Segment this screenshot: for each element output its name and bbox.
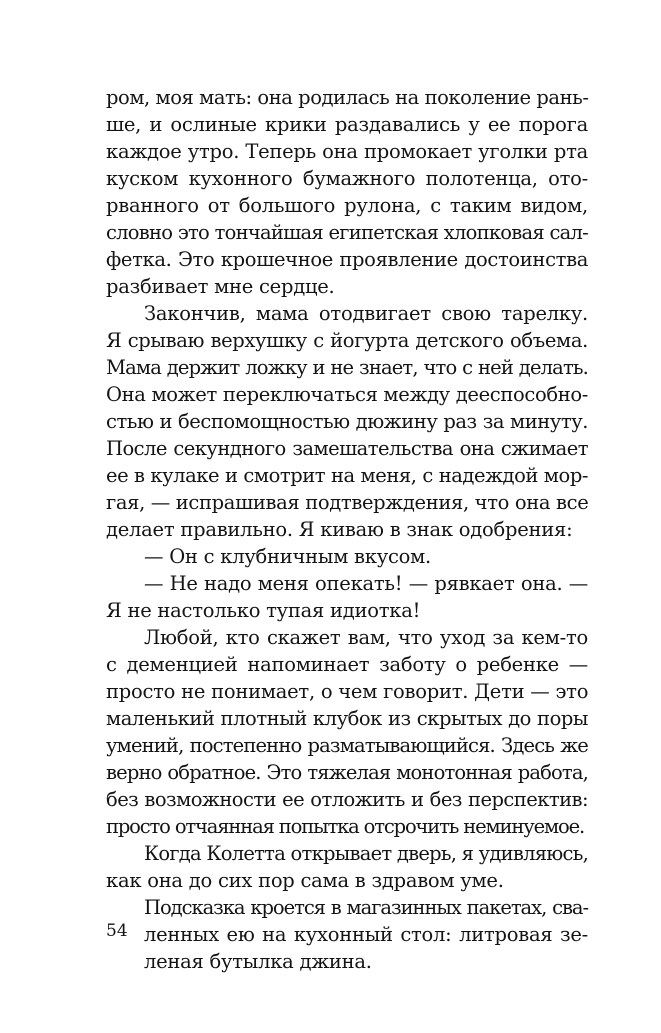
text-line: просто отчаянная попытка отсрочить неминуемое.	[106, 815, 585, 838]
text-line: Я срываю верхушку с йогурта детского объема.	[106, 329, 588, 352]
text-line: с деменцией напоминает заботу о ребенке —	[106, 653, 588, 676]
text-line: умений, постепенно разматывающийся. Здесь же	[106, 734, 588, 757]
text-line: ше, и ослиные крики раздавались у ее порога	[106, 113, 588, 136]
text-line: После секундного замешательства она сжимает	[106, 437, 588, 460]
text-line: ее в кулаке и смотрит на меня, с надеждой мор-	[106, 464, 588, 487]
text-line: просто не понимает, о чем говорит. Дети — это	[106, 680, 589, 703]
page-number: 54	[106, 921, 128, 941]
text-line: леная бутылка джина.	[144, 950, 372, 973]
text-line: Она может переключаться между дееспособно-	[106, 383, 588, 406]
text-line: куском кухонного бумажного полотенца, ото-	[106, 167, 588, 190]
text-line: — Он с клубничным вкусом.	[144, 545, 431, 568]
text-line: верно обратное. Это тяжелая монотонная работа,	[106, 761, 588, 784]
text-line: — Не надо меня опекать! — рявкает она. —	[144, 572, 588, 595]
text-line: Закончив, мама отодвигает свою тарелку.	[144, 302, 588, 325]
text-line: ром, моя мать: она родилась на поколение рань-	[106, 86, 589, 109]
text-line: каждое утро. Теперь она промокает уголки рта	[106, 140, 588, 163]
text-line: ленных ею на кухонный стол: литровая зе-	[144, 923, 588, 946]
text-line: как она до сих пор сама в здравом уме.	[106, 869, 504, 892]
text-line: Я не настолько тупая идиотка!	[106, 599, 421, 622]
text-line: словно это тончайшая египетская хлопковая сал-	[106, 221, 588, 244]
text-line: стью и беспомощностью дюжину раз за минуту.	[106, 410, 588, 433]
text-line: разбивает мне сердце.	[106, 275, 335, 298]
text-line: Мама держит ложку и не знает, что с ней делать.	[106, 356, 588, 379]
text-line: гая, — испрашивая подтверждения, что она все	[106, 491, 589, 514]
text-line: Когда Колетта открывает дверь, я удивляюсь,	[144, 842, 589, 865]
text-line: без возможности ее отложить и без перспектив:	[106, 788, 588, 811]
text-line: Любой, кто скажет вам, что уход за кем-то	[144, 626, 588, 649]
text-line: фетка. Это крошечное проявление достоинства	[106, 248, 588, 271]
text-line: маленький плотный клубок из скрытых до поры	[106, 707, 588, 730]
body-text	[106, 84, 588, 975]
text-line: делает правильно. Я киваю в знак одобрения:	[106, 518, 573, 541]
text-line: Подсказка кроется в магазинных пакетах, сва-	[144, 896, 588, 919]
text-line: рванного от большого рулона, с таким видом,	[106, 194, 588, 217]
